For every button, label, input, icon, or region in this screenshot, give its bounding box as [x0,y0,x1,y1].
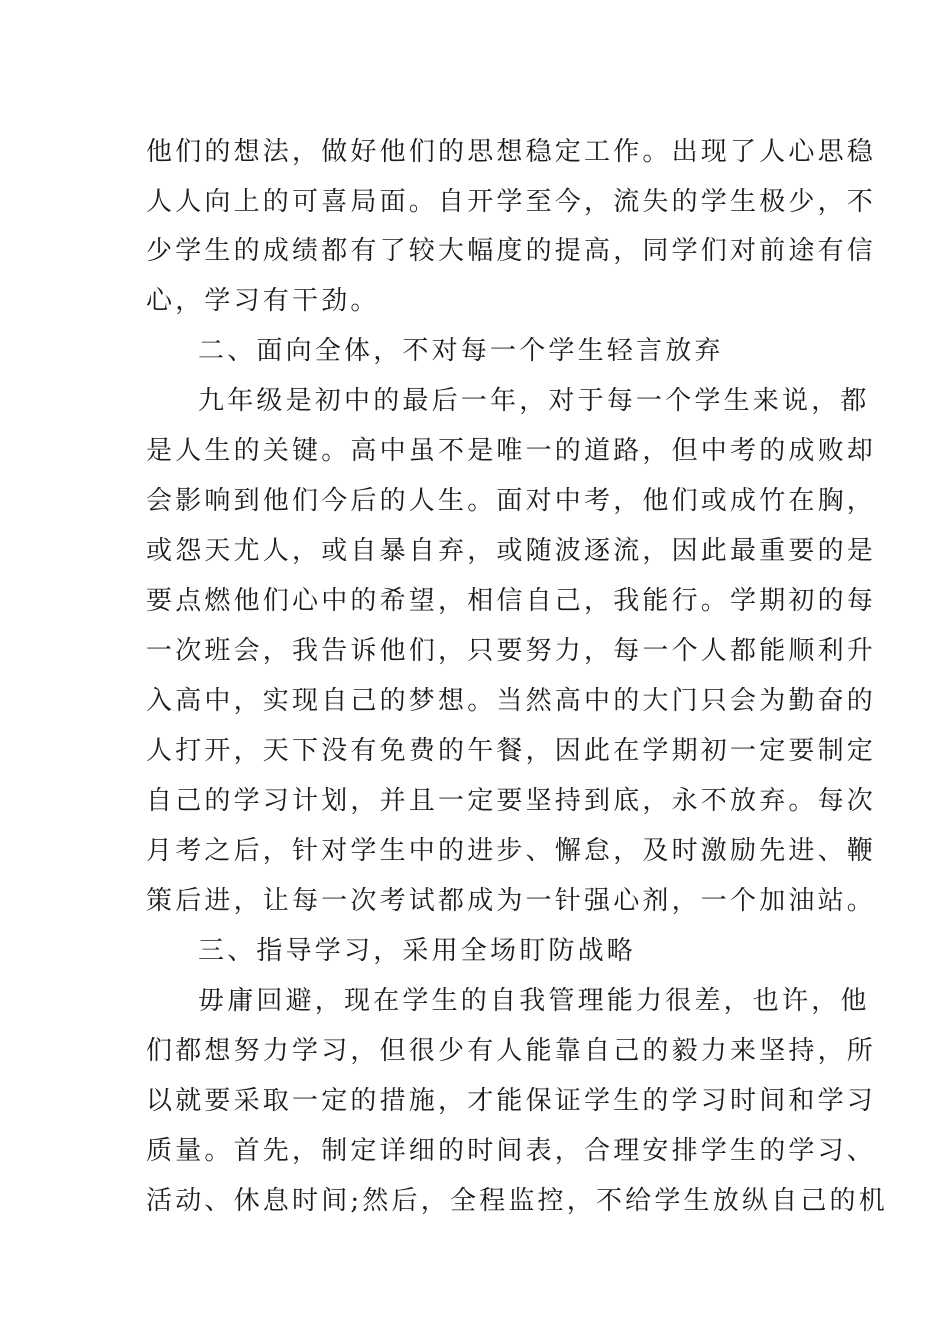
text-line: 要点燃他们心中的希望，相信自己，我能行。学期初的每 [146,586,877,616]
text-line: 人人向上的可喜局面。自开学至今，流失的学生极少，不 [146,187,877,217]
text-line: 策后进，让每一次考试都成为一针强心剂，一个加油站。 [146,886,877,916]
text-line: 以就要采取一定的措施，才能保证学生的学习时间和学习 [146,1086,877,1116]
text-line: 心，学习有干劲。 [146,286,380,316]
text-line: 活动、休息时间;然后，全程监控，不给学生放纵自己的机 [146,1186,888,1216]
section-heading: 二、面向全体，不对每一个学生轻言放弃 [198,336,724,366]
text-line: 少学生的成绩都有了较大幅度的提高，同学们对前途有信 [146,236,877,266]
text-line: 会影响到他们今后的人生。面对中考，他们或成竹在胸， [146,486,877,516]
text-line: 月考之后，针对学生中的进步、懈怠，及时激励先进、鞭 [146,836,877,866]
text-line: 人打开，天下没有免费的午餐，因此在学期初一定要制定 [146,736,877,766]
text-line: 入高中，实现自己的梦想。当然高中的大门只会为勤奋的 [146,686,877,716]
text-line: 一次班会，我告诉他们，只要努力，每一个人都能顺利升 [146,636,877,666]
text-line: 质量。首先，制定详细的时间表，合理安排学生的学习、 [146,1136,877,1166]
text-line: 们都想努力学习，但很少有人能靠自己的毅力来坚持，所 [146,1036,877,1066]
section-heading: 三、指导学习，采用全场盯防战略 [198,936,637,966]
text-line: 毋庸回避，现在学生的自我管理能力很差，也许，他 [198,986,870,1016]
text-line: 他们的想法，做好他们的思想稳定工作。出现了人心思稳 [146,137,877,167]
text-line: 或怨天尤人，或自暴自弃，或随波逐流，因此最重要的是 [146,536,877,566]
text-line: 九年级是初中的最后一年，对于每一个学生来说，都 [198,386,870,416]
text-line: 自己的学习计划，并且一定要坚持到底，永不放弃。每次 [146,786,877,816]
text-line: 是人生的关键。高中虽不是唯一的道路，但中考的成败却 [146,436,877,466]
